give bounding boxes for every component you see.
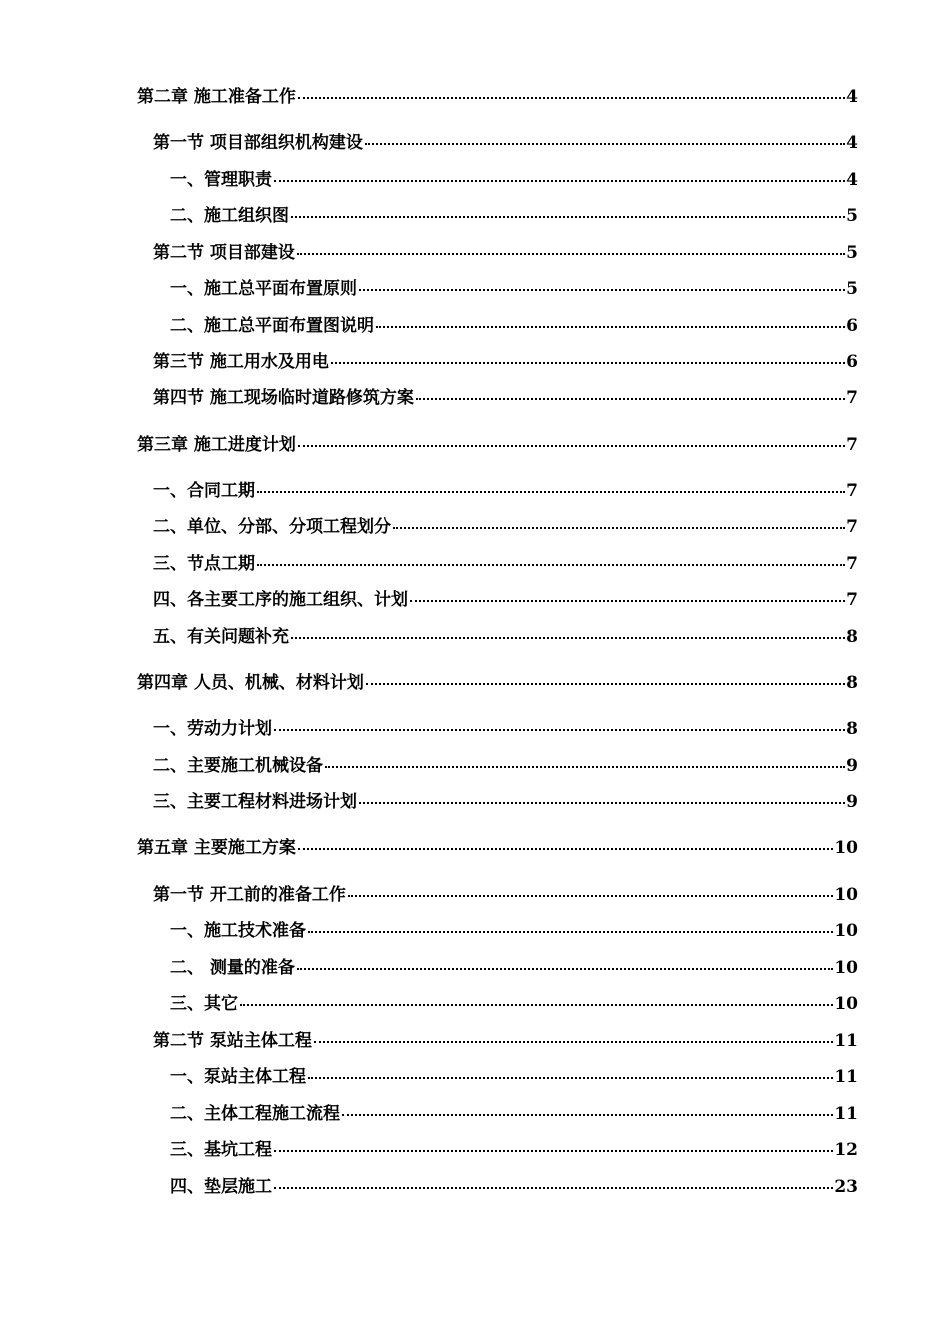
toc-entry-label: 第一节 项目部组织机构建设 xyxy=(153,133,363,153)
toc-entry-label: 第五章 主要施工方案 xyxy=(137,838,296,858)
toc-entry-label: 第二章 施工准备工作 xyxy=(137,87,296,107)
dot-leader xyxy=(365,143,845,145)
dot-leader xyxy=(393,527,845,529)
dot-leader xyxy=(410,600,845,602)
toc-entry-label: 第三章 施工进度计划 xyxy=(137,435,296,455)
toc-entry-label: 二、 测量的准备 xyxy=(170,958,295,978)
toc-entry[interactable] xyxy=(170,920,858,942)
toc-entry[interactable] xyxy=(170,278,858,300)
toc-entry-page-number: 4 xyxy=(846,170,858,190)
toc-entry-label: 一、合同工期 xyxy=(153,481,255,501)
toc-entry-label: 第四章 人员、机械、材料计划 xyxy=(137,673,364,693)
toc-entry-label: 四、各主要工序的施工组织、计划 xyxy=(153,590,408,610)
dot-leader xyxy=(366,683,845,685)
toc-entry-page-number: 7 xyxy=(846,590,858,610)
toc-entry[interactable] xyxy=(153,132,858,154)
toc-entry-page-number: 7 xyxy=(846,481,858,501)
toc-entry[interactable] xyxy=(170,993,858,1015)
toc-entry-page-number: 5 xyxy=(846,279,858,299)
toc-entry-page-number: 8 xyxy=(846,719,858,739)
toc-entry[interactable] xyxy=(137,672,858,694)
dot-leader xyxy=(297,968,833,970)
dot-leader xyxy=(257,491,845,493)
toc-entry-page-number: 10 xyxy=(834,958,858,978)
dot-leader xyxy=(342,1114,833,1116)
dot-leader xyxy=(274,180,845,182)
toc-entry-label: 二、施工总平面布置图说明 xyxy=(170,316,374,336)
toc-entry[interactable] xyxy=(153,351,858,373)
toc-entry[interactable] xyxy=(170,205,858,227)
dot-leader xyxy=(257,564,845,566)
toc-entry-page-number: 4 xyxy=(846,87,858,107)
dot-leader xyxy=(291,216,845,218)
toc-entry-label: 二、主体工程施工流程 xyxy=(170,1104,340,1124)
dot-leader xyxy=(376,326,845,328)
dot-leader xyxy=(359,802,845,804)
toc-entry-label: 一、施工总平面布置原则 xyxy=(170,279,357,299)
toc-entry-label: 第四节 施工现场临时道路修筑方案 xyxy=(153,388,414,408)
toc-entry[interactable] xyxy=(153,791,858,813)
toc-entry-label: 一、泵站主体工程 xyxy=(170,1067,306,1087)
dot-leader xyxy=(325,766,845,768)
toc-entry-page-number: 5 xyxy=(846,243,858,263)
toc-entry[interactable] xyxy=(153,1030,858,1052)
dot-leader xyxy=(240,1004,833,1006)
toc-entry[interactable] xyxy=(153,480,858,502)
toc-entry-label: 二、单位、分部、分项工程划分 xyxy=(153,517,391,537)
toc-entry-label: 三、基坑工程 xyxy=(170,1140,272,1160)
toc-entry[interactable] xyxy=(153,626,858,648)
toc-entry[interactable] xyxy=(153,589,858,611)
dot-leader xyxy=(274,1150,833,1152)
toc-entry-page-number: 10 xyxy=(834,994,858,1014)
toc-entry-label: 一、管理职责 xyxy=(170,170,272,190)
dot-leader xyxy=(308,931,833,933)
dot-leader xyxy=(308,1077,833,1079)
toc-entry-page-number: 9 xyxy=(846,792,858,812)
toc-entry[interactable] xyxy=(137,837,858,859)
toc-entry-page-number: 8 xyxy=(846,673,858,693)
dot-leader xyxy=(274,1187,833,1189)
toc-entry-page-number: 8 xyxy=(846,627,858,647)
toc-entry[interactable] xyxy=(153,718,858,740)
toc-entry[interactable] xyxy=(170,169,858,191)
toc-entry-page-number: 11 xyxy=(834,1104,858,1124)
dot-leader xyxy=(298,97,845,99)
toc-entry[interactable] xyxy=(170,1103,858,1125)
dot-leader xyxy=(297,253,845,255)
toc-entry-label: 三、其它 xyxy=(170,994,238,1014)
toc-entry-page-number: 9 xyxy=(846,756,858,776)
toc-entry-page-number: 11 xyxy=(834,1031,858,1051)
toc-entry-label: 一、劳动力计划 xyxy=(153,719,272,739)
toc-entry[interactable] xyxy=(153,242,858,264)
toc-entry-label: 第三节 施工用水及用电 xyxy=(153,352,329,372)
toc-entry[interactable] xyxy=(137,434,858,456)
toc-entry-page-number: 10 xyxy=(834,921,858,941)
toc-entry-page-number: 7 xyxy=(846,388,858,408)
toc-entry-label: 第二节 项目部建设 xyxy=(153,243,295,263)
dot-leader xyxy=(291,637,845,639)
toc-entry-label: 第二节 泵站主体工程 xyxy=(153,1031,312,1051)
toc-entry[interactable] xyxy=(170,1176,858,1198)
toc-entry[interactable] xyxy=(153,755,858,777)
toc-entry[interactable] xyxy=(170,1139,858,1161)
toc-entry-page-number: 10 xyxy=(834,838,858,858)
toc-entry-page-number: 7 xyxy=(846,517,858,537)
toc-entry[interactable] xyxy=(170,1066,858,1088)
toc-entry-label: 第一节 开工前的准备工作 xyxy=(153,885,346,905)
dot-leader xyxy=(416,398,845,400)
dot-leader xyxy=(314,1041,833,1043)
toc-entry[interactable] xyxy=(153,553,858,575)
toc-entry-label: 四、垫层施工 xyxy=(170,1177,272,1197)
dot-leader xyxy=(298,848,833,850)
toc-entry-page-number: 11 xyxy=(834,1067,858,1087)
toc-entry-page-number: 6 xyxy=(846,316,858,336)
toc-entry-page-number: 10 xyxy=(834,885,858,905)
dot-leader xyxy=(274,729,845,731)
toc-entry-label: 二、施工组织图 xyxy=(170,206,289,226)
toc-entry-label: 三、主要工程材料进场计划 xyxy=(153,792,357,812)
toc-entry[interactable] xyxy=(170,315,858,337)
toc-entry[interactable] xyxy=(170,957,858,979)
toc-entry-page-number: 7 xyxy=(846,554,858,574)
toc-entry-page-number: 4 xyxy=(846,133,858,153)
toc-entry[interactable] xyxy=(137,86,858,108)
toc-entry-page-number: 5 xyxy=(846,206,858,226)
dot-leader xyxy=(359,289,845,291)
toc-entry-label: 二、主要施工机械设备 xyxy=(153,756,323,776)
toc-entry-page-number: 23 xyxy=(834,1177,858,1197)
toc-entry-label: 三、节点工期 xyxy=(153,554,255,574)
dot-leader xyxy=(348,895,833,897)
toc-entry-page-number: 6 xyxy=(846,352,858,372)
toc-entry[interactable] xyxy=(153,884,858,906)
toc-entry-label: 一、施工技术准备 xyxy=(170,921,306,941)
toc-entry-page-number: 7 xyxy=(846,435,858,455)
dot-leader xyxy=(298,445,845,447)
toc-entry-page-number: 12 xyxy=(834,1140,858,1160)
toc-entry-label: 五、有关问题补充 xyxy=(153,627,289,647)
toc-entry[interactable] xyxy=(153,516,858,538)
dot-leader xyxy=(331,362,845,364)
toc-entry[interactable] xyxy=(153,387,858,409)
